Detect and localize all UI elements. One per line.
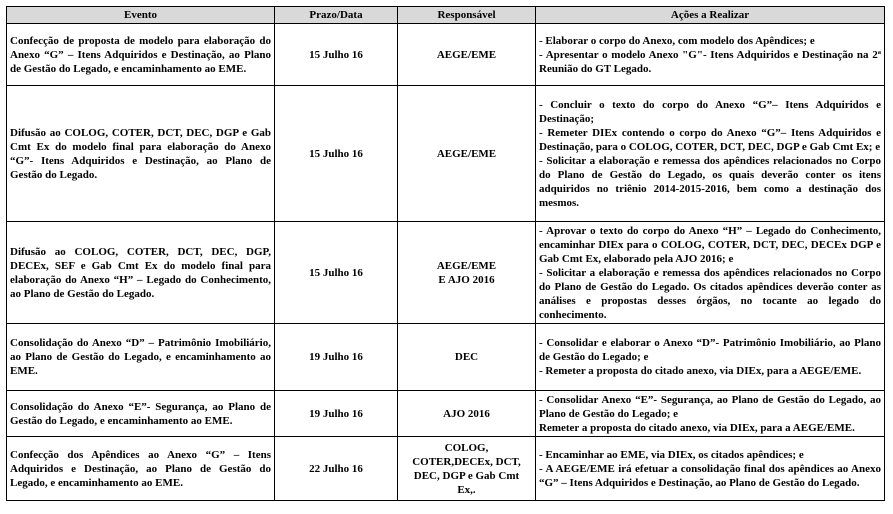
header-acoes: Ações a Realizar <box>536 7 885 24</box>
cell-responsavel <box>398 437 536 501</box>
responsavel-line: DEC <box>454 351 479 363</box>
cell-prazo: 19 Julho 16 <box>275 391 398 437</box>
cell-evento: Confecção de proposta de modelo para elaboração do Anexo “G” – Itens Adquiridos e Destinação, ao Plano de Gestão do Legado, e encaminhamento ao EME. <box>7 24 275 86</box>
responsavel-line: AEGE/EME <box>436 259 497 272</box>
acao-item: - Solicitar a elaboração e remessa dos apêndices relacionados no Corpo do Plano de Gestão do Legado, os quais deverão conter os itens adquiridos no triênio 2014-2015-2016, bem como a destinação dos mesmos. <box>539 154 881 209</box>
cell-acoes <box>536 86 885 222</box>
acao-item: - Aprovar o texto do corpo do Anexo “H” – Legado do Conhecimento, encaminhar DIEx para o COLOG, COTER, DCT, DEC, DECEx DGP e Gab Cmt Ex, elaborado pela AJO 2016; e <box>539 224 881 265</box>
table-row <box>7 437 885 501</box>
cell-evento: Confecção dos Apêndices ao Anexo “G” – Itens Adquiridos e Destinação, ao Plano de Gestão do Legado, e encaminhamento ao EME. <box>7 437 275 501</box>
responsavel-line: COLOG, <box>444 441 489 454</box>
cell-prazo: 19 Julho 16 <box>275 324 398 391</box>
cell-acoes <box>536 437 885 501</box>
header-evento: Evento <box>7 7 275 24</box>
table-header-row <box>7 7 885 24</box>
cell-acoes <box>536 391 885 437</box>
cell-evento: Consolidação do Anexo “E”- Segurança, ao Plano de Gestão do Legado, e encaminhamento ao EME. <box>7 391 275 437</box>
acao-item: - A AEGE/EME irá efetuar a consolidação final dos apêndices ao Anexo “G” – Itens Adquiridos e Destinação, ao Plano de Gestão do Legado. <box>539 462 881 489</box>
responsavel-line: COTER,DECEx, DCT, <box>412 455 521 468</box>
acao-item: - Consolidar Anexo “E”- Segurança, ao Plano de Gestão do Legado, ao Plano de Gestão do Legado; e <box>539 393 881 420</box>
cell-evento: Difusão ao COLOG, COTER, DCT, DEC, DGP, DECEx, SEF e Gab Cmt Ex do modelo final para elaboração do Anexo “H” – Legado do Conhecimento, ao Plano de Gestão do Legado. <box>7 222 275 324</box>
cell-prazo: 22 Julho 16 <box>275 437 398 501</box>
cell-responsavel <box>398 222 536 324</box>
acao-item: - Encaminhar ao EME, via DIEx, os citados apêndices; e <box>539 448 804 461</box>
responsavel-line: DEC, DGP e Gab Cmt <box>413 469 520 482</box>
cell-responsavel <box>398 391 536 437</box>
cell-prazo: 15 Julho 16 <box>275 222 398 324</box>
table-row <box>7 324 885 391</box>
responsavel-line: E AJO 2016 <box>438 273 495 286</box>
table-row <box>7 86 885 222</box>
header-responsavel: Responsável <box>398 7 536 24</box>
cell-prazo: 15 Julho 16 <box>275 24 398 86</box>
cell-prazo: 15 Julho 16 <box>275 86 398 222</box>
acao-item: - Concluir o texto do corpo do Anexo “G”– Itens Adquiridos e Destinação; <box>539 98 881 125</box>
table-row <box>7 222 885 324</box>
cell-responsavel <box>398 86 536 222</box>
acao-item: - Solicitar a elaboração e remessa dos apêndices relacionados no Corpo do Plano de Gestão do Legado. Os citados apêndices deverão conter as análises e propostas desses órgãos, no tocante ao legado do conhecimento. <box>539 266 881 321</box>
acao-item: - Apresentar o modelo Anexo "G"- Itens Adquiridos e Destinação na 2ª Reunião do GT Legado. <box>539 48 881 75</box>
acao-item: - Remeter DIEx contendo o corpo do Anexo “G”– Itens Adquiridos e Destinação, para o COLOG, COTER, DCT, DEC, DGP e Gab Cmt Ex; e <box>539 126 881 153</box>
cell-acoes <box>536 222 885 324</box>
acao-item: - Elaborar o corpo do Anexo, com modelo dos Apêndices; e <box>539 34 815 47</box>
cell-evento: Consolidação do Anexo “D” – Patrimônio Imobiliário, ao Plano de Gestão do Legado, e encaminhamento ao EME. <box>7 324 275 391</box>
cell-responsavel <box>398 324 536 391</box>
cell-acoes <box>536 24 885 86</box>
header-prazo: Prazo/Data <box>275 7 398 24</box>
action-plan-table <box>6 6 885 501</box>
responsavel-line: Ex,. <box>457 483 476 496</box>
responsavel-line: AEGE/EME <box>436 147 497 160</box>
table-row <box>7 24 885 86</box>
acao-item: - Remeter a proposta do citado anexo, via DIEx, para a AEGE/EME. <box>539 365 862 377</box>
acao-item: - Consolidar e elaborar o Anexo “D”- Patrimônio Imobiliário, ao Plano de Gestão do Legado; e <box>539 337 881 363</box>
table-row <box>7 391 885 437</box>
cell-acoes <box>536 324 885 391</box>
cell-evento: Difusão ao COLOG, COTER, DCT, DEC, DGP e Gab Cmt Ex do modelo final para elaboração do Anexo “G”- Itens Adquiridos e Destinação, ao Plano de Gestão do Legado. <box>7 86 275 222</box>
cell-responsavel <box>398 24 536 86</box>
acao-item: Remeter a proposta do citado anexo, via DIEx, para a AEGE/EME. <box>539 421 855 434</box>
responsavel-line: AJO 2016 <box>443 407 490 420</box>
table-body <box>7 24 885 501</box>
responsavel-line: AEGE/EME <box>436 48 497 61</box>
